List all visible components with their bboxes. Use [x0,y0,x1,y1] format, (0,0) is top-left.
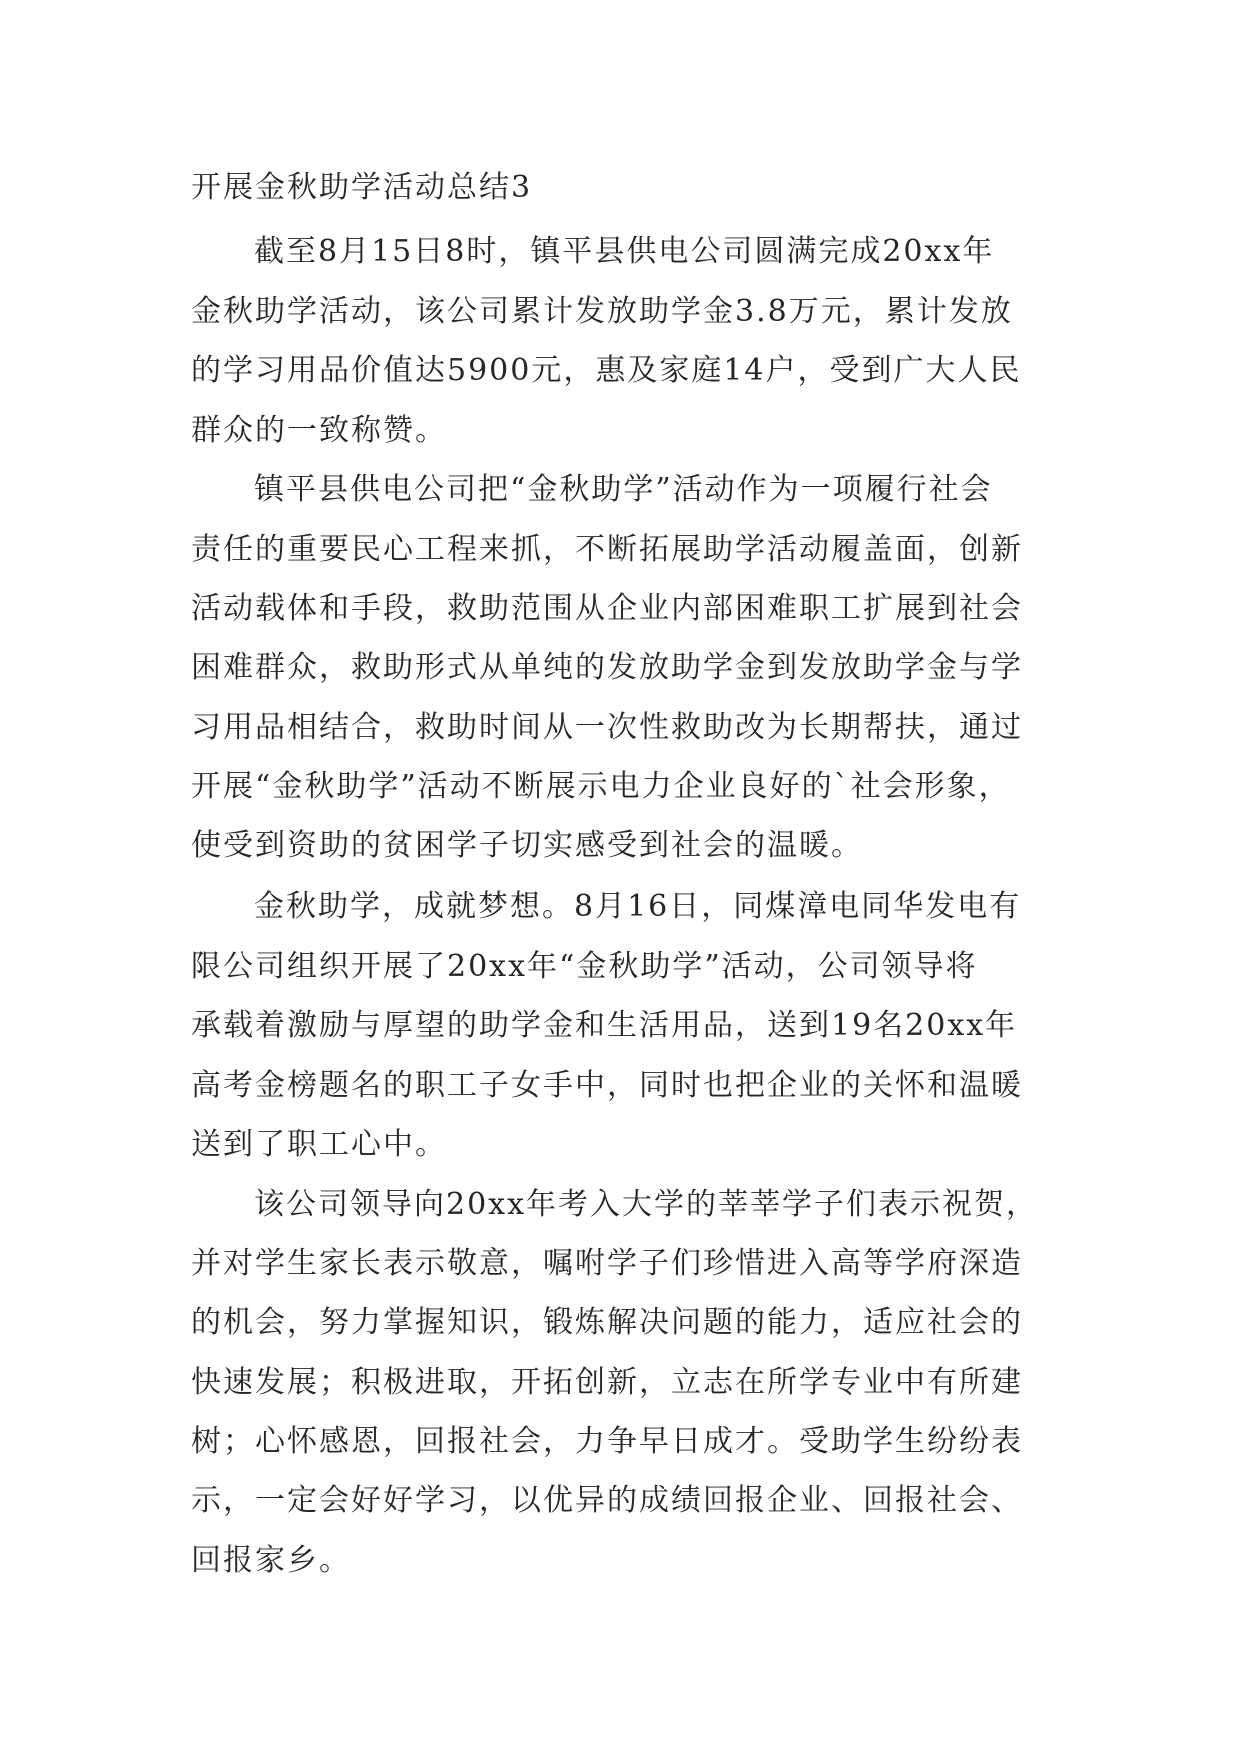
paragraph-2-line-4: 困难群众，救助形式从单纯的发放助学金到发放助学金与学 [191,650,1023,685]
paragraph-4-line-6: 示，一定会好好学习，以优异的成绩回报企业、回报社会、 [191,1483,1023,1518]
paragraph-1-line-3: 的学习用品价值达5900元，惠及家庭14户，受到广大人民 [191,353,1022,388]
paragraph-2-line-2: 责任的重要民心工程来抓，不断拓展助学活动履盖面，创新 [191,532,1023,567]
paragraph-4-line-1: 该公司领导向20xx年考入大学的莘莘学子们表示祝贺， [254,1187,1039,1222]
paragraph-2-line-3: 活动载体和手段，救助范围从企业内部困难职工扩展到社会 [191,591,1023,626]
paragraph-1-line-1: 截至8月15日8时，镇平县供电公司圆满完成20xx年 [254,234,995,269]
paragraph-2-line-6: 开展“金秋助学”活动不断展示电力企业良好的`社会形象， [191,769,1011,804]
paragraph-3-line-1: 金秋助学，成就梦想。8月16日，同煤漳电同华发电有 [254,889,1022,924]
paragraph-3-line-2: 限公司组织开展了20xx年“金秋助学”活动，公司领导将 [191,949,978,984]
paragraph-1-line-2: 金秋助学活动，该公司累计发放助学金3.8万元，累计发放 [191,294,1013,329]
paragraph-4-line-3: 的机会，努力掌握知识，锻炼解决问题的能力，适应社会的 [191,1305,1023,1340]
paragraph-4-line-5: 树；心怀感恩，回报社会，力争早日成才。受助学生纷纷表 [191,1424,1023,1459]
paragraph-3-line-5: 送到了职工心中。 [191,1127,447,1162]
paragraph-4-line-4: 快速发展；积极进取，开拓创新，立志在所学专业中有所建 [191,1365,1023,1400]
paragraph-3-line-3: 承载着激励与厚望的助学金和生活用品，送到19名20xx年 [191,1008,1018,1043]
paragraph-3-line-4: 高考金榜题名的职工子女手中，同时也把企业的关怀和温暖 [191,1068,1023,1103]
paragraph-4-line-7: 回报家乡。 [191,1543,351,1578]
paragraph-2-line-5: 习用品相结合，救助时间从一次性救助改为长期帮扶，通过 [191,710,1023,745]
paragraph-2-line-7: 使受到资助的贫困学子切实感受到社会的温暖。 [191,828,863,863]
paragraph-2-line-1: 镇平县供电公司把“金秋助学”活动作为一项履行社会 [254,472,993,507]
document-title: 开展金秋助学活动总结3 [191,170,533,205]
paragraph-4-line-2: 并对学生家长表示敬意，嘱咐学子们珍惜进入高等学府深造 [191,1246,1023,1281]
paragraph-1-line-4: 群众的一致称赞。 [191,413,447,448]
